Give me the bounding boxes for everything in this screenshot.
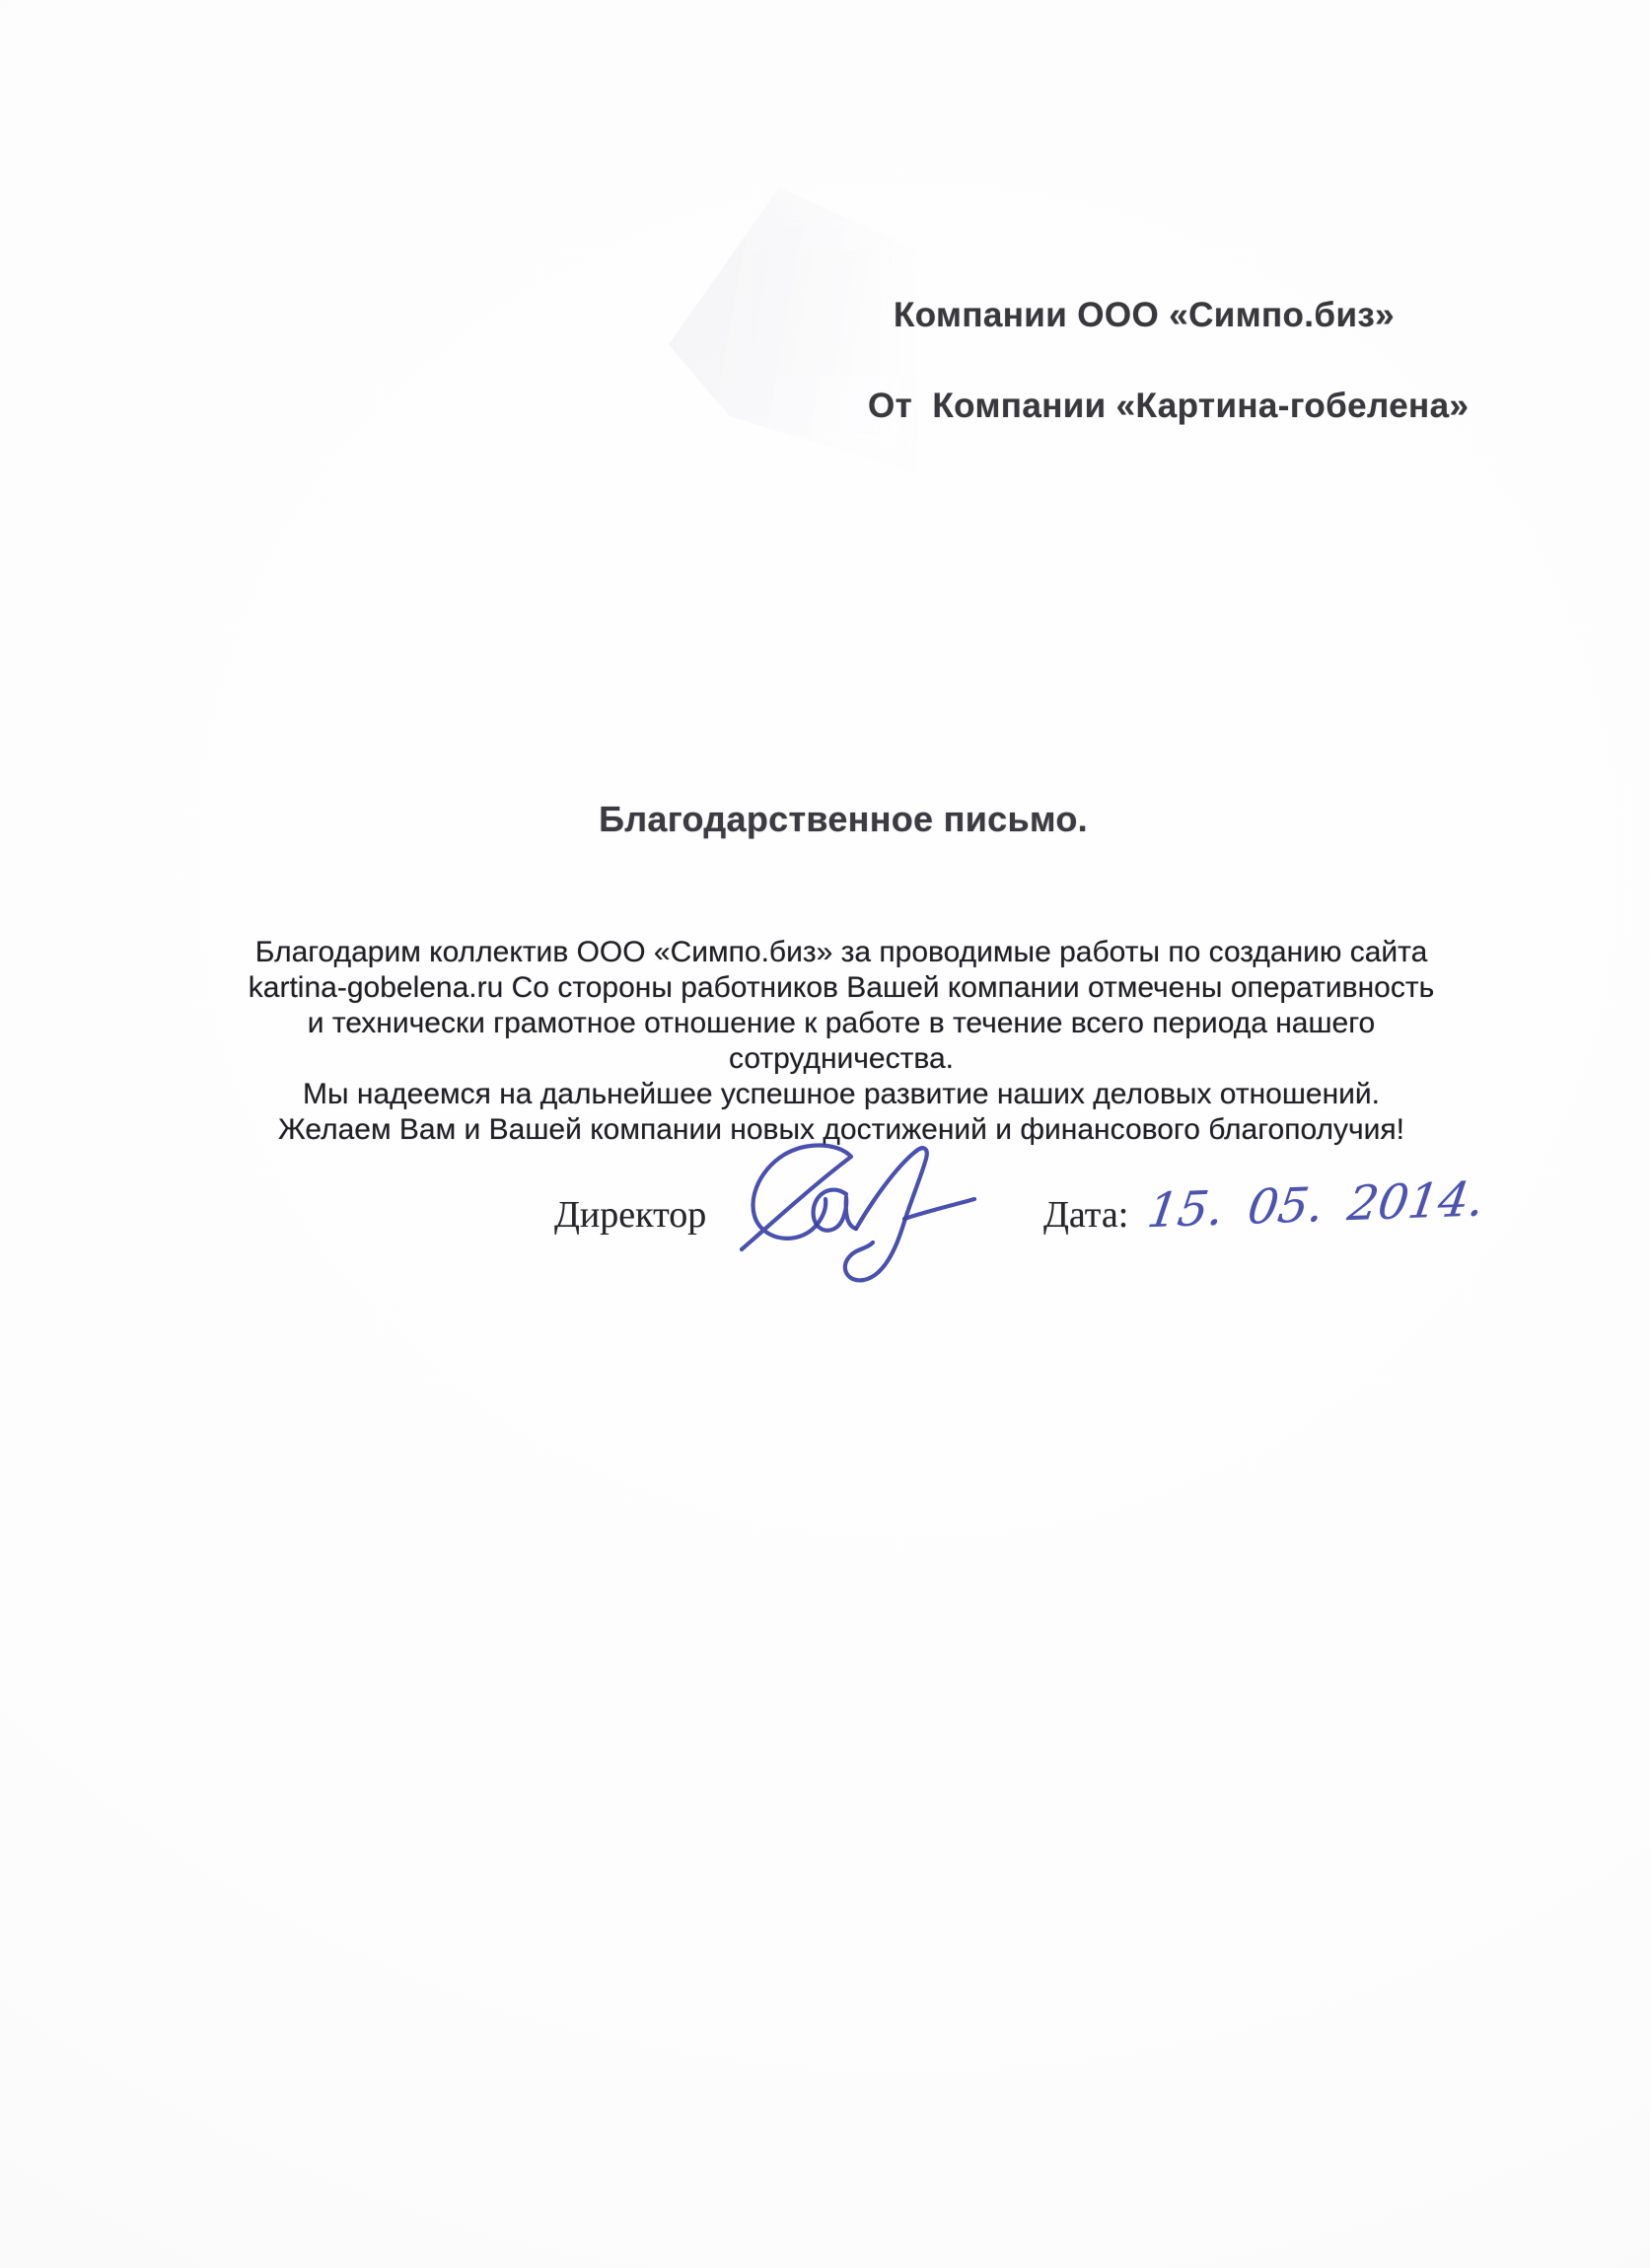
director-signature [735,1140,991,1288]
handwritten-date: 15. 05. 2014. [1144,1171,1488,1240]
sender-line: От Компании «Картина-гобелена» [868,387,1470,425]
body-line-5: Мы надеемся на дальнейшее успешное развитие наших деловых отношений. [303,1078,1380,1110]
body-line-2: kartina-gobelena.ru Со стороны работников Вашей компании отмечены оперативность [248,971,1435,1004]
body-line-1: Благодарим коллектив ООО «Симпо.биз» за проводимые работы по созданию сайта [254,936,1428,968]
director-label: Директор [554,1194,707,1236]
recipient-line: Компании ООО «Симпо.биз» [893,296,1396,334]
body-line-3: и технически грамотное отношение к работе в течение всего периода нашего [307,1007,1376,1039]
date-label: Дата: [1043,1194,1129,1236]
letter-body [208,935,1474,1148]
letter-title: Благодарственное письмо. [599,799,1088,839]
body-line-4: сотрудничества. [729,1042,954,1075]
body-line-6: Желаем Вам и Вашей компании новых достижений и финансового благополучия! [278,1113,1404,1146]
